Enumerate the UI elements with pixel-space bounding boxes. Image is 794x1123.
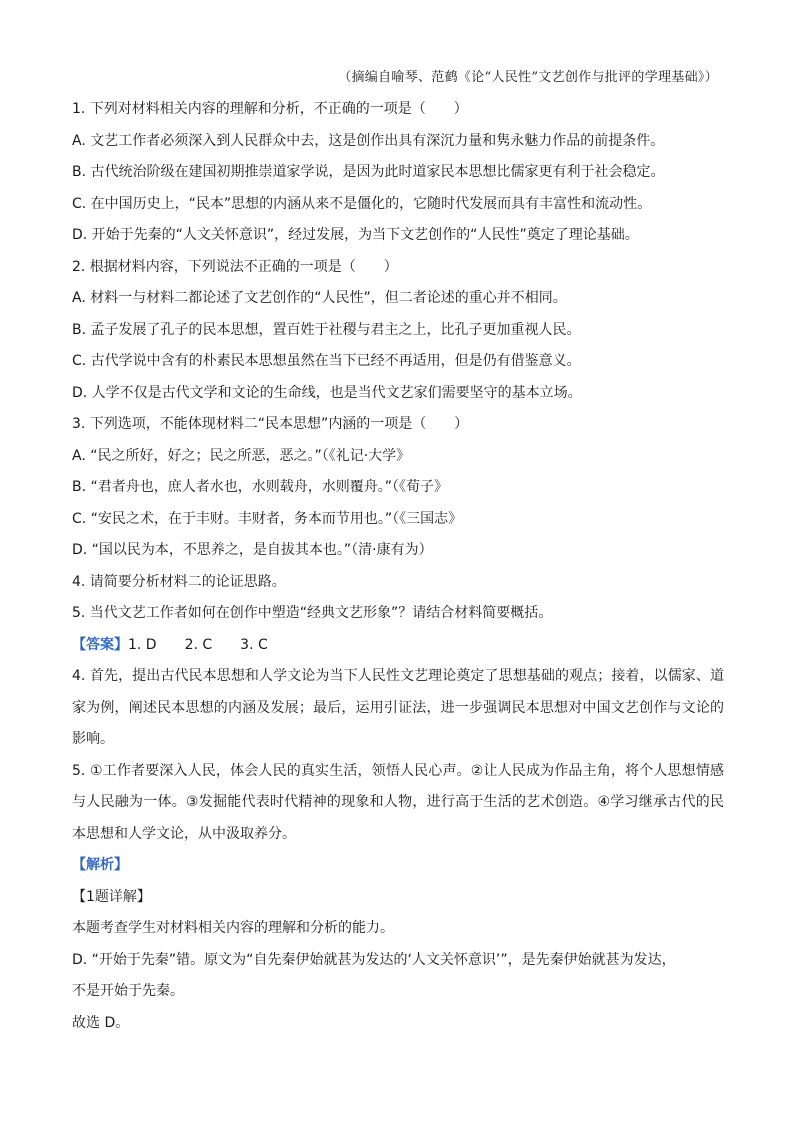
question-2-option-a: A. 材料一与材料二都论述了文艺创作的“人民性”，但二者论述的重心并不相同。 bbox=[72, 290, 567, 306]
question-4: 4. 请简要分析材料二的论证思路。 bbox=[72, 573, 286, 590]
question-2-option-d: D. 人学不仅是古代文学和文论的生命线，也是当代文艺家们需要坚守的基本立场。 bbox=[72, 384, 582, 401]
detail-line-1: D. “开始于先秦”错。原文为“自先秦伊始就甚为发达的‘人文关怀意识’”，是先秦伊始就甚为发达， bbox=[72, 951, 676, 968]
question-5: 5. 当代文艺工作者如何在创作中塑造“经典文艺形象”？请结合材料简要概括。 bbox=[72, 605, 553, 621]
detail-heading: 【1题详解】 bbox=[72, 888, 151, 905]
answer-4: 4. 首先，提出古代民本思想和人学文论为当下人民性文艺理论奠定了思想基础的观点；接着，以儒家、道家为例，阐述民本思想的内涵及发展；最后，运用引证法，进一步强调民本思想对中国文艺创作与文论的影响。 bbox=[72, 668, 724, 747]
question-2-option-b: B. 孟子发展了孔子的民本思想，置百姓于社稷与君主之上，比孔子更加重视人民。 bbox=[72, 321, 581, 338]
question-2-option-c: C. 古代学说中含有的朴素民本思想虽然在当下已经不再适用，但是仍有借鉴意义。 bbox=[72, 353, 581, 369]
question-1-option-d: D. 开始于先秦的“人文关怀意识”，经过发展，为当下文艺创作的“人民性”奠定了理论基础。 bbox=[72, 227, 639, 243]
question-2-stem: 2. 根据材料内容，下列说法不正确的一项是（ ） bbox=[72, 258, 398, 275]
answers-multiple-choice: 1. D 2. C 3. C bbox=[128, 636, 268, 653]
question-1-option-c: C. 在中国历史上，“民本”思想的内涵从来不是僵化的，它随时代发展而具有丰富性和流动性。 bbox=[72, 195, 652, 212]
detail-intro: 本题考查学生对材料相关内容的理解和分析的能力。 bbox=[72, 920, 394, 936]
conclusion: 故选 D。 bbox=[72, 1014, 130, 1031]
question-1-option-b: B. 古代统治阶级在建国初期推崇道家学说，是因为此时道家民本思想比儒家更有利于社会稳定。 bbox=[72, 164, 665, 180]
analysis-label: 【解析】 bbox=[72, 857, 128, 873]
question-3-stem: 3. 下列选项，不能体现材料二“民本思想”内涵的一项是（ ） bbox=[72, 416, 469, 432]
question-1-option-a: A. 文艺工作者必须深入到人民群众中去，这是创作出具有深沉力量和隽永魅力作品的前提条件。 bbox=[72, 132, 665, 149]
document-content bbox=[72, 94, 724, 1039]
analysis-heading bbox=[72, 850, 724, 882]
detail-line-2: 不是开始于先秦。 bbox=[72, 983, 184, 999]
question-1-stem: 1. 下列对材料相关内容的理解和分析，不正确的一项是（ ） bbox=[72, 101, 468, 117]
question-3-option-d: D. “国以民为本，不思养之，是自拔其本也。”（清·康有为） bbox=[72, 542, 433, 558]
question-3-option-a: A. “民之所好，好之；民之所恶，恶之。”（《礼记·大学》 bbox=[72, 447, 411, 464]
answer-row bbox=[72, 630, 724, 662]
answer-label: 【答案】 bbox=[72, 636, 128, 653]
question-3-option-b: B. “君者舟也，庶人者水也，水则载舟，水则覆舟。”（《荀子》 bbox=[72, 479, 449, 495]
source-note: （摘编自喻琴、范鹤《论“人民性”文艺创作与批评的学理基础》） bbox=[338, 70, 718, 85]
question-3-option-c: C. “安民之术，在于丰财。丰财者，务本而节用也。”（《三国志》 bbox=[72, 510, 463, 527]
answer-5: 5. ①工作者要深入人民，体会人民的真实生活，领悟人民心声。②让人民成为作品主角，将个人思想情感与人民融为一体。③发掘能代表时代精神的现象和人物，进行高于生活的艺术创造。④学习继承古代的民本思想和人学文论，从中汲取养分。 bbox=[72, 762, 724, 842]
